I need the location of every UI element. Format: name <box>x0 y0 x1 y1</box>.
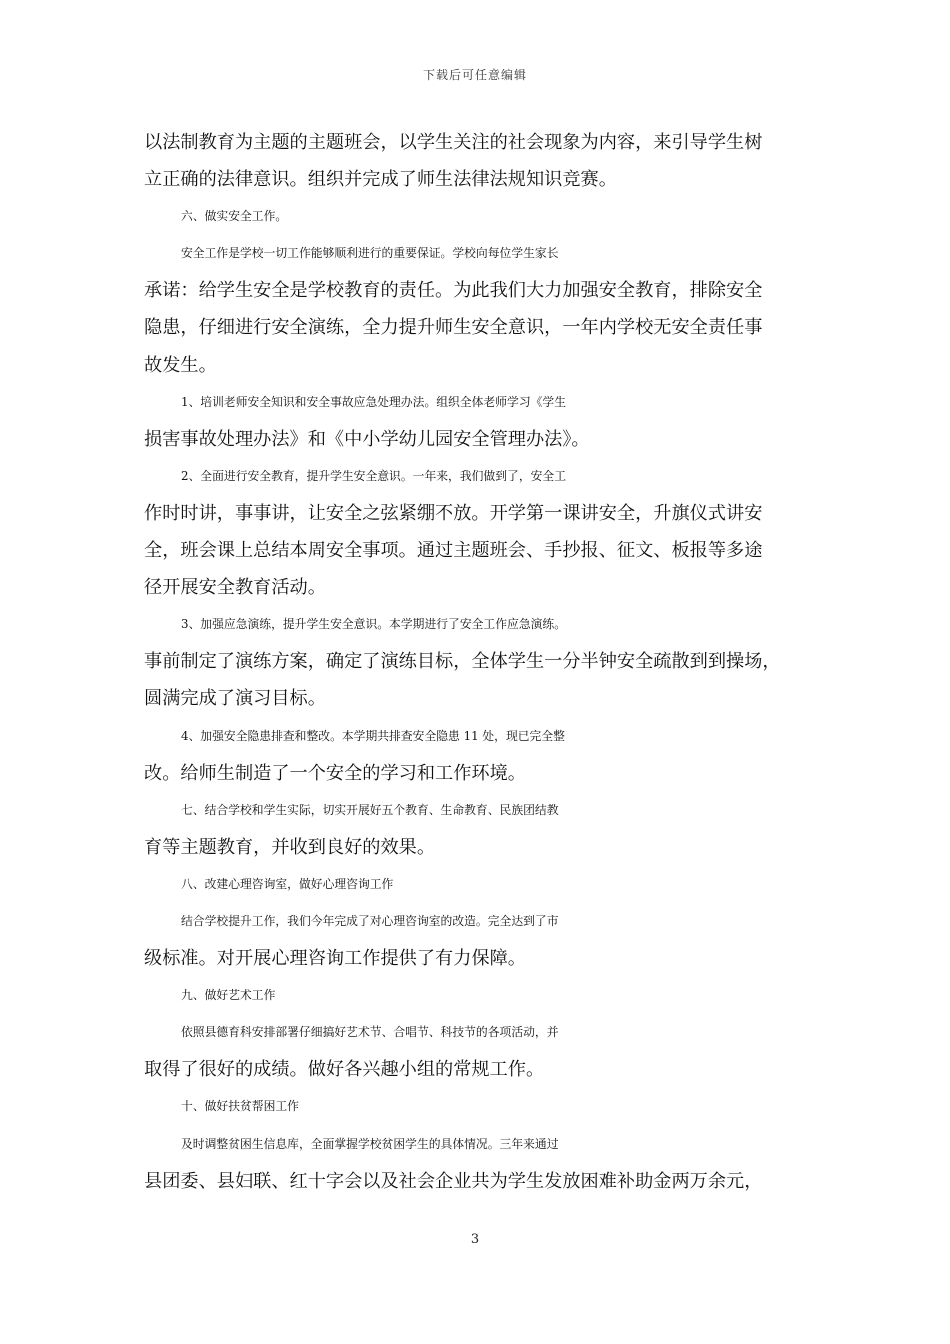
text-line: 径开展安全教育活动。 <box>144 577 326 599</box>
text-line: 圆满完成了演习目标。 <box>144 688 326 710</box>
text-line: 依照县德育科安排部署仔细搞好艺术节、合唱节、科技节的各项活动，并 <box>181 1025 559 1040</box>
text-line: 全，班会课上总结本周安全事项。通过主题班会、手抄报、征文、板报等多途 <box>144 540 763 562</box>
text-line: 4、加强安全隐患排查和整改。本学期共排查安全隐患 11 处，现已完全整 <box>181 728 565 743</box>
text-line: 取得了很好的成绩。做好各兴趣小组的常规工作。 <box>144 1059 545 1081</box>
text-line: 七、结合学校和学生实际，切实开展好五个教育、生命教育、民族团结教 <box>181 802 559 817</box>
text-line: 2、全面进行安全教育，提升学生安全意识。一年来，我们做到了，安全工 <box>181 468 567 483</box>
text-line: 及时调整贫困生信息库，全面掌握学校贫困学生的具体情况。三年来通过 <box>181 1136 559 1151</box>
text-line: 1、培训老师安全知识和安全事故应急处理办法。组织全体老师学习《学生 <box>181 394 567 409</box>
text-line: 立正确的法律意识。组织并完成了师生法律法规知识竞赛。 <box>144 169 617 191</box>
text-line: 隐患，仔细进行安全演练，全力提升师生安全意识，一年内学校无安全责任事 <box>144 317 763 339</box>
page-number: 3 <box>470 1232 480 1247</box>
text-line: 九、做好艺术工作 <box>181 988 276 1003</box>
text-line: 育等主题教育，并收到良好的效果。 <box>144 836 436 858</box>
text-line: 级标准。对开展心理咨询工作提供了有力保障。 <box>144 948 526 970</box>
text-line: 故发生。 <box>144 354 217 376</box>
text-line: 作时时讲，事事讲，让安全之弦紧绷不放。开学第一课讲安全，升旗仪式讲安 <box>144 502 763 524</box>
text-line: 3、加强应急演练，提升学生安全意识。本学期进行了安全工作应急演练。 <box>181 617 567 632</box>
document-body <box>144 124 816 1200</box>
text-line: 六、做实安全工作。 <box>181 209 288 224</box>
page-header: 下载后可任意编辑 <box>422 68 527 82</box>
text-line: 结合学校提升工作，我们今年完成了对心理咨询室的改造。完全达到了市 <box>181 913 559 928</box>
text-line: 十、做好扶贫帮困工作 <box>181 1099 299 1114</box>
text-line: 以法制教育为主题的主题班会，以学生关注的社会现象为内容，来引导学生树 <box>144 132 763 153</box>
text-line: 改。给师生制造了一个安全的学习和工作环境。 <box>144 762 526 784</box>
text-line: 县团委、县妇联、红十字会以及社会企业共为学生发放困难补助金两万余元， <box>144 1170 763 1192</box>
text-line: 损害事故处理办法》和《中小学幼儿园安全管理办法》。 <box>144 428 590 450</box>
text-line: 安全工作是学校一切工作能够顺利进行的重要保证。学校向每位学生家长 <box>181 246 559 261</box>
text-line: 承诺：给学生安全是学校教育的责任。为此我们大力加强安全教育，排除安全 <box>144 280 763 302</box>
text-line: 事前制定了演练方案，确定了演练目标，全体学生一分半钟安全疏散到到操场， <box>144 651 781 673</box>
text-line: 八、改建心理咨询室，做好心理咨询工作 <box>181 876 394 891</box>
